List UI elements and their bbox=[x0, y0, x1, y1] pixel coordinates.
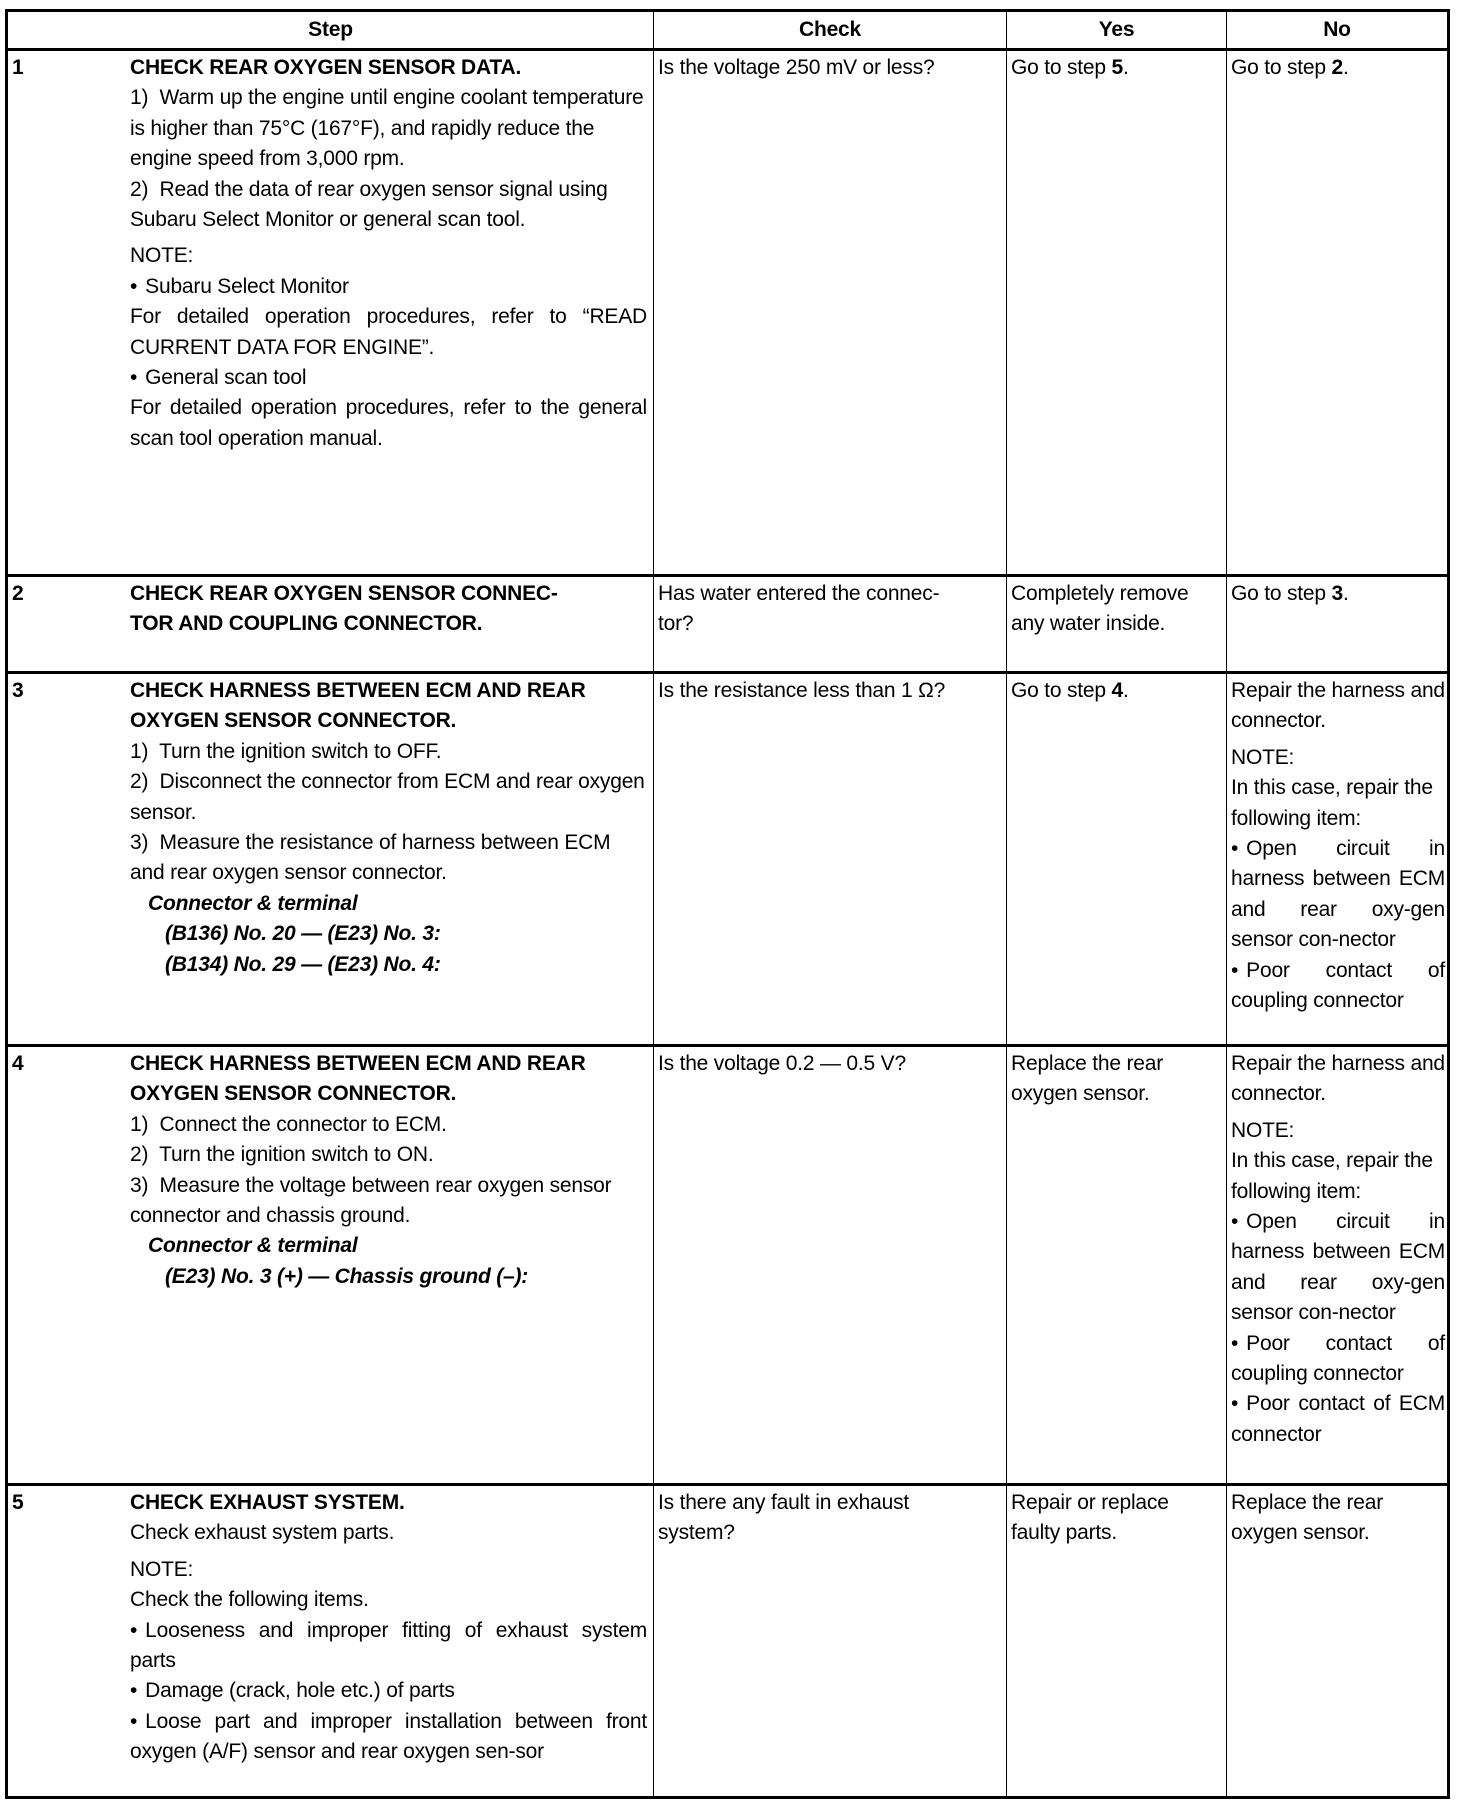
note-label: NOTE: bbox=[130, 244, 194, 268]
bullet-icon bbox=[1231, 1332, 1246, 1355]
step-title: CHECK EXHAUST SYSTEM. bbox=[130, 1491, 405, 1514]
note-bullet-text: Subaru Select Monitor bbox=[145, 274, 349, 298]
step-instruction: 1) Connect the connector to ECM. bbox=[130, 1112, 447, 1136]
no-suffix: . bbox=[1343, 56, 1349, 79]
bullet-icon bbox=[1231, 1392, 1246, 1415]
yes-text: Go to step bbox=[1011, 679, 1112, 702]
connector-terminal-item: (B136) No. 20 — (E23) No. 3: bbox=[165, 922, 441, 946]
note-bullet-text: Poor contact of coupling connector bbox=[1231, 1331, 1445, 1386]
note-bullet-text: Damage (crack, hole etc.) of parts bbox=[145, 1679, 455, 1703]
no-cell bbox=[1227, 50, 1449, 576]
note-bullet-text: Open circuit in harness between ECM and rear oxy-gen sensor con-nector bbox=[1231, 1210, 1445, 1325]
bullet-icon bbox=[130, 366, 145, 389]
step-instruction: 1) Turn the ignition switch to OFF. bbox=[130, 739, 442, 763]
note-text: In this case, repair the following item: bbox=[1231, 776, 1433, 830]
note-bullet bbox=[130, 272, 647, 302]
note-label: NOTE: bbox=[1231, 1118, 1295, 1142]
connector-terminal-item: (E23) No. 3 (+) — Chassis ground (–): bbox=[165, 1264, 529, 1288]
bullet-icon bbox=[130, 1710, 145, 1733]
step-title-line: TOR AND COUPLING CONNECTOR. bbox=[130, 612, 483, 636]
no-main-text: Repair the harness and connector. bbox=[1231, 679, 1445, 733]
connector-terminal-item: (B134) No. 29 — (E23) No. 4: bbox=[165, 952, 441, 976]
check-text-line: Has water entered the connec- bbox=[658, 582, 940, 605]
note-bullet bbox=[1231, 1329, 1445, 1390]
note-bullet bbox=[130, 1676, 647, 1706]
no-cell bbox=[1227, 576, 1449, 673]
note-bullet bbox=[1231, 834, 1445, 956]
step-number: 5 bbox=[12, 1491, 24, 1514]
check-cell: Is the voltage 0.2 — 0.5 V? bbox=[654, 1046, 1007, 1485]
step-title: CHECK HARNESS BETWEEN ECM AND REAR OXYGEN SENSOR CONNECTOR. bbox=[130, 679, 586, 733]
column-header-yes: Yes bbox=[1007, 11, 1227, 50]
step-number: 1 bbox=[12, 56, 24, 79]
no-text: Go to step bbox=[1231, 582, 1332, 605]
yes-cell bbox=[1007, 50, 1227, 576]
connector-terminal-label: Connector & terminal bbox=[148, 1234, 358, 1258]
yes-cell: Replace the rear oxygen sensor. bbox=[1007, 1046, 1227, 1485]
goto-step-link[interactable]: 3 bbox=[1331, 582, 1344, 605]
goto-step-link[interactable]: 5 bbox=[1111, 56, 1124, 79]
table-row-step-2 bbox=[7, 576, 1449, 673]
step-instruction: Check exhaust system parts. bbox=[130, 1521, 395, 1545]
bullet-icon bbox=[130, 1619, 145, 1642]
check-text-line: tor? bbox=[658, 612, 694, 636]
note-bullet-text: Loose part and improper installation between front oxygen (A/F) sensor and rear oxygen sen-sor bbox=[130, 1709, 647, 1764]
note-text: Check the following items. bbox=[130, 1588, 369, 1612]
yes-cell bbox=[1007, 673, 1227, 1046]
bullet-icon bbox=[1231, 959, 1246, 982]
step-cell bbox=[7, 50, 654, 576]
no-text: Go to step bbox=[1231, 56, 1332, 79]
step-cell bbox=[7, 576, 654, 673]
connector-terminal-label: Connector & terminal bbox=[148, 891, 358, 915]
note-bullet-text: Poor contact of coupling connector bbox=[1231, 958, 1445, 1013]
diagnostic-procedure-table bbox=[5, 9, 1450, 1799]
note-bullet bbox=[130, 1707, 647, 1768]
no-main-text: Repair the harness and connector. bbox=[1231, 1052, 1445, 1106]
step-instruction: 3) Measure the resistance of harness between ECM and rear oxygen sensor connector. bbox=[130, 831, 617, 885]
bullet-icon bbox=[130, 275, 145, 298]
note-label: NOTE: bbox=[1231, 745, 1295, 769]
yes-cell: Repair or replace faulty parts. bbox=[1007, 1485, 1227, 1798]
check-cell: Is there any fault in exhaust system? bbox=[654, 1485, 1007, 1798]
bullet-icon bbox=[130, 1679, 145, 1702]
step-number: 4 bbox=[12, 1052, 24, 1075]
step-cell bbox=[7, 673, 654, 1046]
yes-suffix: . bbox=[1123, 56, 1129, 79]
note-text: In this case, repair the following item: bbox=[1231, 1149, 1433, 1203]
goto-step-link[interactable]: 2 bbox=[1331, 56, 1344, 79]
note-label: NOTE: bbox=[130, 1557, 194, 1581]
step-title-line: CHECK REAR OXYGEN SENSOR CONNEC- bbox=[130, 582, 558, 605]
column-header-step: Step bbox=[7, 11, 654, 50]
step-cell bbox=[7, 1046, 654, 1485]
yes-text: Go to step bbox=[1011, 56, 1112, 79]
no-cell bbox=[1227, 1046, 1449, 1485]
column-header-check: Check bbox=[654, 11, 1007, 50]
column-header-no: No bbox=[1227, 11, 1449, 50]
step-instruction: 2) Turn the ignition switch to ON. bbox=[130, 1143, 434, 1167]
step-number: 2 bbox=[12, 582, 24, 605]
note-bullet-text: Open circuit in harness between ECM and rear oxy-gen sensor con-nector bbox=[1231, 837, 1445, 952]
goto-step-link[interactable]: 4 bbox=[1111, 679, 1124, 702]
step-cell bbox=[7, 1485, 654, 1798]
step-instruction: 2) Read the data of rear oxygen sensor signal using Subaru Select Monitor or general scan tool. bbox=[130, 177, 614, 232]
bullet-icon bbox=[1231, 837, 1246, 860]
step-instruction: 2) Disconnect the connector from ECM and rear oxygen sensor. bbox=[130, 770, 651, 824]
note-bullet bbox=[1231, 956, 1445, 1017]
table-row-step-1 bbox=[7, 50, 1449, 576]
step-title: CHECK HARNESS BETWEEN ECM AND REAR OXYGEN SENSOR CONNECTOR. bbox=[130, 1052, 586, 1106]
step-instruction: 1) Warm up the engine until engine coolant temperature is higher than 75°C (167°F), and rapidly reduce the engine speed from 3,000 rpm. bbox=[130, 86, 650, 171]
yes-suffix: . bbox=[1123, 679, 1129, 702]
no-cell: Replace the rear oxygen sensor. bbox=[1227, 1485, 1449, 1798]
note-bullet bbox=[130, 1616, 647, 1677]
table-header-row bbox=[7, 11, 1449, 50]
note-bullet bbox=[1231, 1389, 1445, 1450]
table-row-step-3 bbox=[7, 673, 1449, 1046]
no-suffix: . bbox=[1343, 582, 1349, 605]
step-number: 3 bbox=[12, 679, 24, 702]
note-bullet-text: General scan tool bbox=[145, 366, 307, 390]
note-bullet-text: Looseness and improper fitting of exhaust system parts bbox=[130, 1618, 647, 1673]
note-text: For detailed operation procedures, refer to “READ CURRENT DATA FOR ENGINE”. bbox=[130, 305, 647, 359]
note-text: For detailed operation procedures, refer to the general scan tool operation manual. bbox=[130, 396, 647, 450]
table-row-step-4 bbox=[7, 1046, 1449, 1485]
note-bullet-text: Poor contact of ECM connector bbox=[1231, 1392, 1445, 1446]
check-cell: Is the resistance less than 1 Ω? bbox=[654, 673, 1007, 1046]
step-title: CHECK REAR OXYGEN SENSOR DATA. bbox=[130, 56, 522, 79]
note-bullet bbox=[130, 363, 647, 393]
step-instruction: 3) Measure the voltage between rear oxygen sensor connector and chassis ground. bbox=[130, 1173, 618, 1228]
check-cell bbox=[654, 576, 1007, 673]
check-cell: Is the voltage 250 mV or less? bbox=[654, 50, 1007, 576]
yes-cell: Completely remove any water inside. bbox=[1007, 576, 1227, 673]
note-bullet bbox=[1231, 1207, 1445, 1329]
no-cell bbox=[1227, 673, 1449, 1046]
table-row-step-5 bbox=[7, 1485, 1449, 1798]
bullet-icon bbox=[1231, 1210, 1246, 1233]
